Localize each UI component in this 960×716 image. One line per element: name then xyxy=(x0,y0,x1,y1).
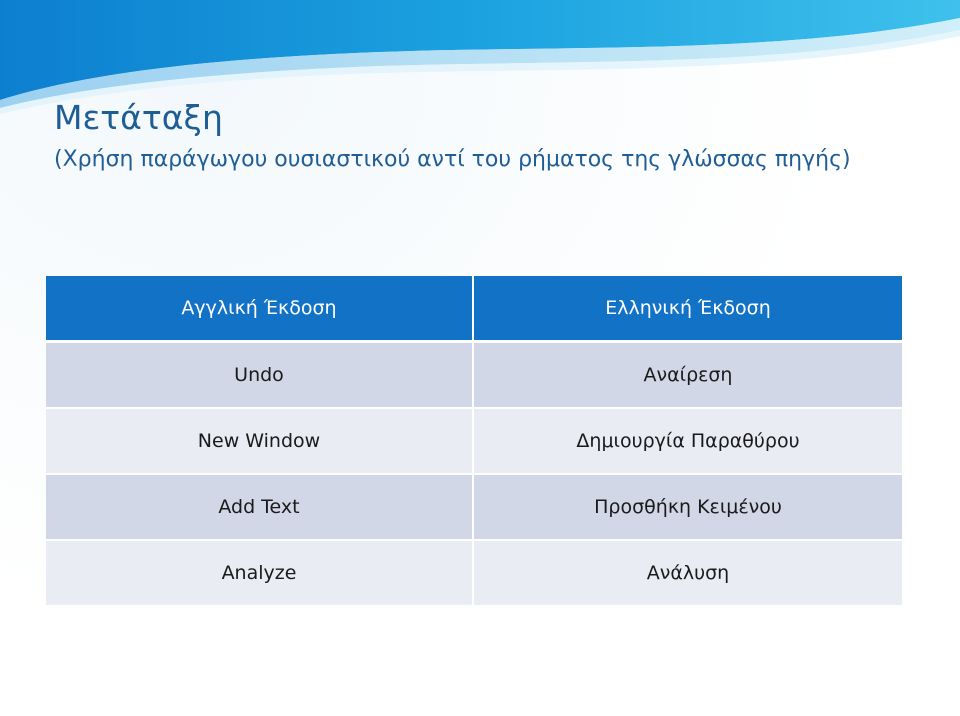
slide-subtitle: (Χρήση παράγωγου ουσιαστικού αντί του ρήματος της γλώσσας πηγής) xyxy=(54,147,851,172)
cell-greek-term: Δημιουργία Παραθύρου xyxy=(473,408,902,474)
slide-title: Μετάταξη xyxy=(54,98,223,137)
table-row xyxy=(46,342,902,409)
cell-greek-term: Ανάλυση xyxy=(473,540,902,606)
header-english-version: Αγγλική Έκδοση xyxy=(46,276,473,342)
cell-english-term: Add Text xyxy=(46,474,473,540)
header-greek-version: Ελληνική Έκδοση xyxy=(473,276,902,342)
table-row xyxy=(46,474,902,540)
cell-greek-term: Προσθήκη Κειμένου xyxy=(473,474,902,540)
cell-greek-term: Αναίρεση xyxy=(473,342,902,409)
table-row xyxy=(46,408,902,474)
table-header-row xyxy=(46,276,902,342)
table-row xyxy=(46,540,902,606)
cell-english-term: Undo xyxy=(46,342,473,409)
cell-english-term: New Window xyxy=(46,408,473,474)
cell-english-term: Analyze xyxy=(46,540,473,606)
translation-table xyxy=(46,276,902,607)
